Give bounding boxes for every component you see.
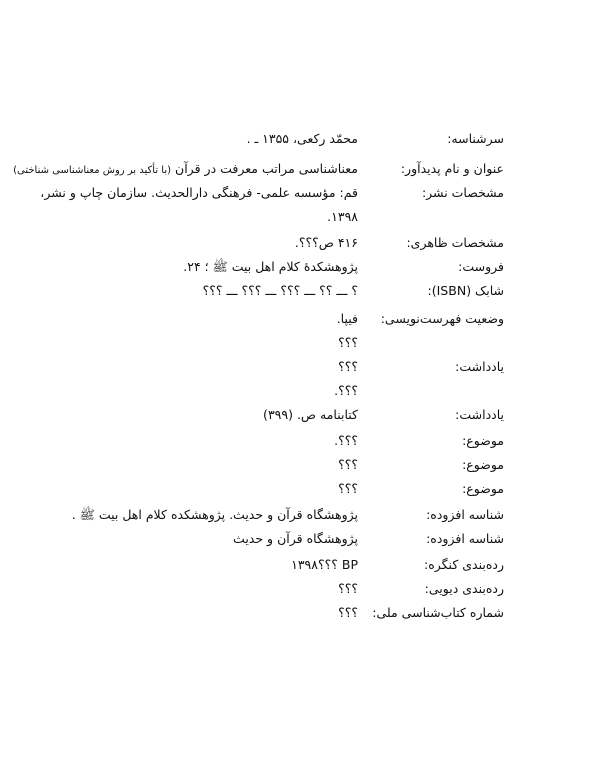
value-series: پژوهشکدهٔ کلام اهل بیت ﷺ ؛ ۲۴.	[183, 259, 358, 274]
label-lc-classification: رده‌بندی کنگره:	[423, 557, 504, 572]
label-note-2: یادداشت:	[455, 407, 504, 422]
label-title: عنوان و نام پدیدآور:	[400, 161, 504, 176]
label-subject-2: موضوع:	[462, 457, 504, 472]
label-note-1: یادداشت:	[455, 359, 504, 374]
value-added-entry-1: پژوهشگاه قرآن و حدیث. پژوهشکده کلام اهل بیت ﷺ .	[71, 507, 358, 522]
row-note-1-extra	[0, 380, 594, 402]
row-note-1	[0, 356, 594, 378]
value-note-2: کتابنامه ص. (۳۹۹)	[263, 407, 358, 422]
label-subject-1: موضوع:	[462, 433, 504, 448]
label-main-entry: سرشناسه:	[447, 131, 504, 146]
value-cataloging-status-extra: ؟؟؟	[338, 335, 358, 350]
row-main-entry	[0, 128, 594, 150]
value-subject-3: ؟؟؟	[338, 481, 358, 496]
value-lc-classification: BP ؟؟؟۱۳۹۸	[291, 557, 358, 572]
label-isbn: شابک (ISBN):	[427, 283, 504, 298]
value-physical-description: ۴۱۶ ص؟؟؟.	[294, 235, 358, 250]
label-publication: مشخصات نشر:	[421, 185, 504, 200]
row-lc-classification	[0, 554, 594, 576]
label-subject-3: موضوع:	[462, 481, 504, 496]
value-subject-1: ؟؟؟.	[334, 433, 358, 448]
row-title	[0, 158, 594, 180]
row-subject-2	[0, 454, 594, 476]
value-cataloging-status: فیپا.	[336, 311, 358, 326]
row-added-entry-2	[0, 528, 594, 550]
row-isbn	[0, 280, 594, 302]
value-added-entry-2: پژوهشگاه قرآن و حدیث	[233, 531, 358, 546]
label-added-entry-1: شناسه افزوده:	[426, 507, 504, 522]
row-subject-3	[0, 478, 594, 500]
label-series: فروست:	[458, 259, 504, 274]
row-note-2	[0, 404, 594, 426]
row-cataloging-status-extra	[0, 332, 594, 354]
value-national-bibliography-number: ؟؟؟	[338, 605, 358, 620]
value-note-1: ؟؟؟	[338, 359, 358, 374]
value-title	[13, 158, 358, 182]
value-publication: قم: مؤسسه علمی- فرهنگی دارالحدیث. سازمان چاپ و نشر،	[40, 185, 358, 200]
value-note-1-extra: ؟؟؟.	[334, 383, 358, 398]
row-subject-1	[0, 430, 594, 452]
label-national-bibliography-number: شماره کتاب‌شناسی ملی:	[372, 605, 504, 620]
label-dewey-classification: رده‌بندی دیویی:	[424, 581, 504, 596]
row-series	[0, 256, 594, 278]
row-publication-year	[0, 206, 594, 228]
value-subject-2: ؟؟؟	[338, 457, 358, 472]
row-cataloging-status	[0, 308, 594, 330]
row-publication	[0, 182, 594, 204]
value-title-main: معناشناسی مراتب معرفت در قرآن	[175, 161, 358, 176]
value-title-subtitle: (با تأکید بر روش معناشناسی شناختی)	[13, 165, 172, 176]
label-added-entry-2: شناسه افزوده:	[426, 531, 504, 546]
label-physical-description: مشخصات ظاهری:	[406, 235, 504, 250]
row-dewey-classification	[0, 578, 594, 600]
value-dewey-classification: ؟؟؟	[338, 581, 358, 596]
label-cataloging-status: وضعیت فهرست‌نویسی:	[380, 311, 504, 326]
row-national-bibliography-number	[0, 602, 594, 624]
value-publication-year: ۱۳۹۸.	[327, 209, 358, 224]
row-physical-description	[0, 232, 594, 254]
value-isbn: ؟ ـــ ؟؟ ـــ ؟؟؟ ـــ ؟؟؟ ـــ ؟؟؟	[202, 283, 358, 298]
row-added-entry-1	[0, 504, 594, 526]
value-main-entry: محمّد رکعی، ۱۳۵۵ ـ .	[246, 131, 358, 146]
